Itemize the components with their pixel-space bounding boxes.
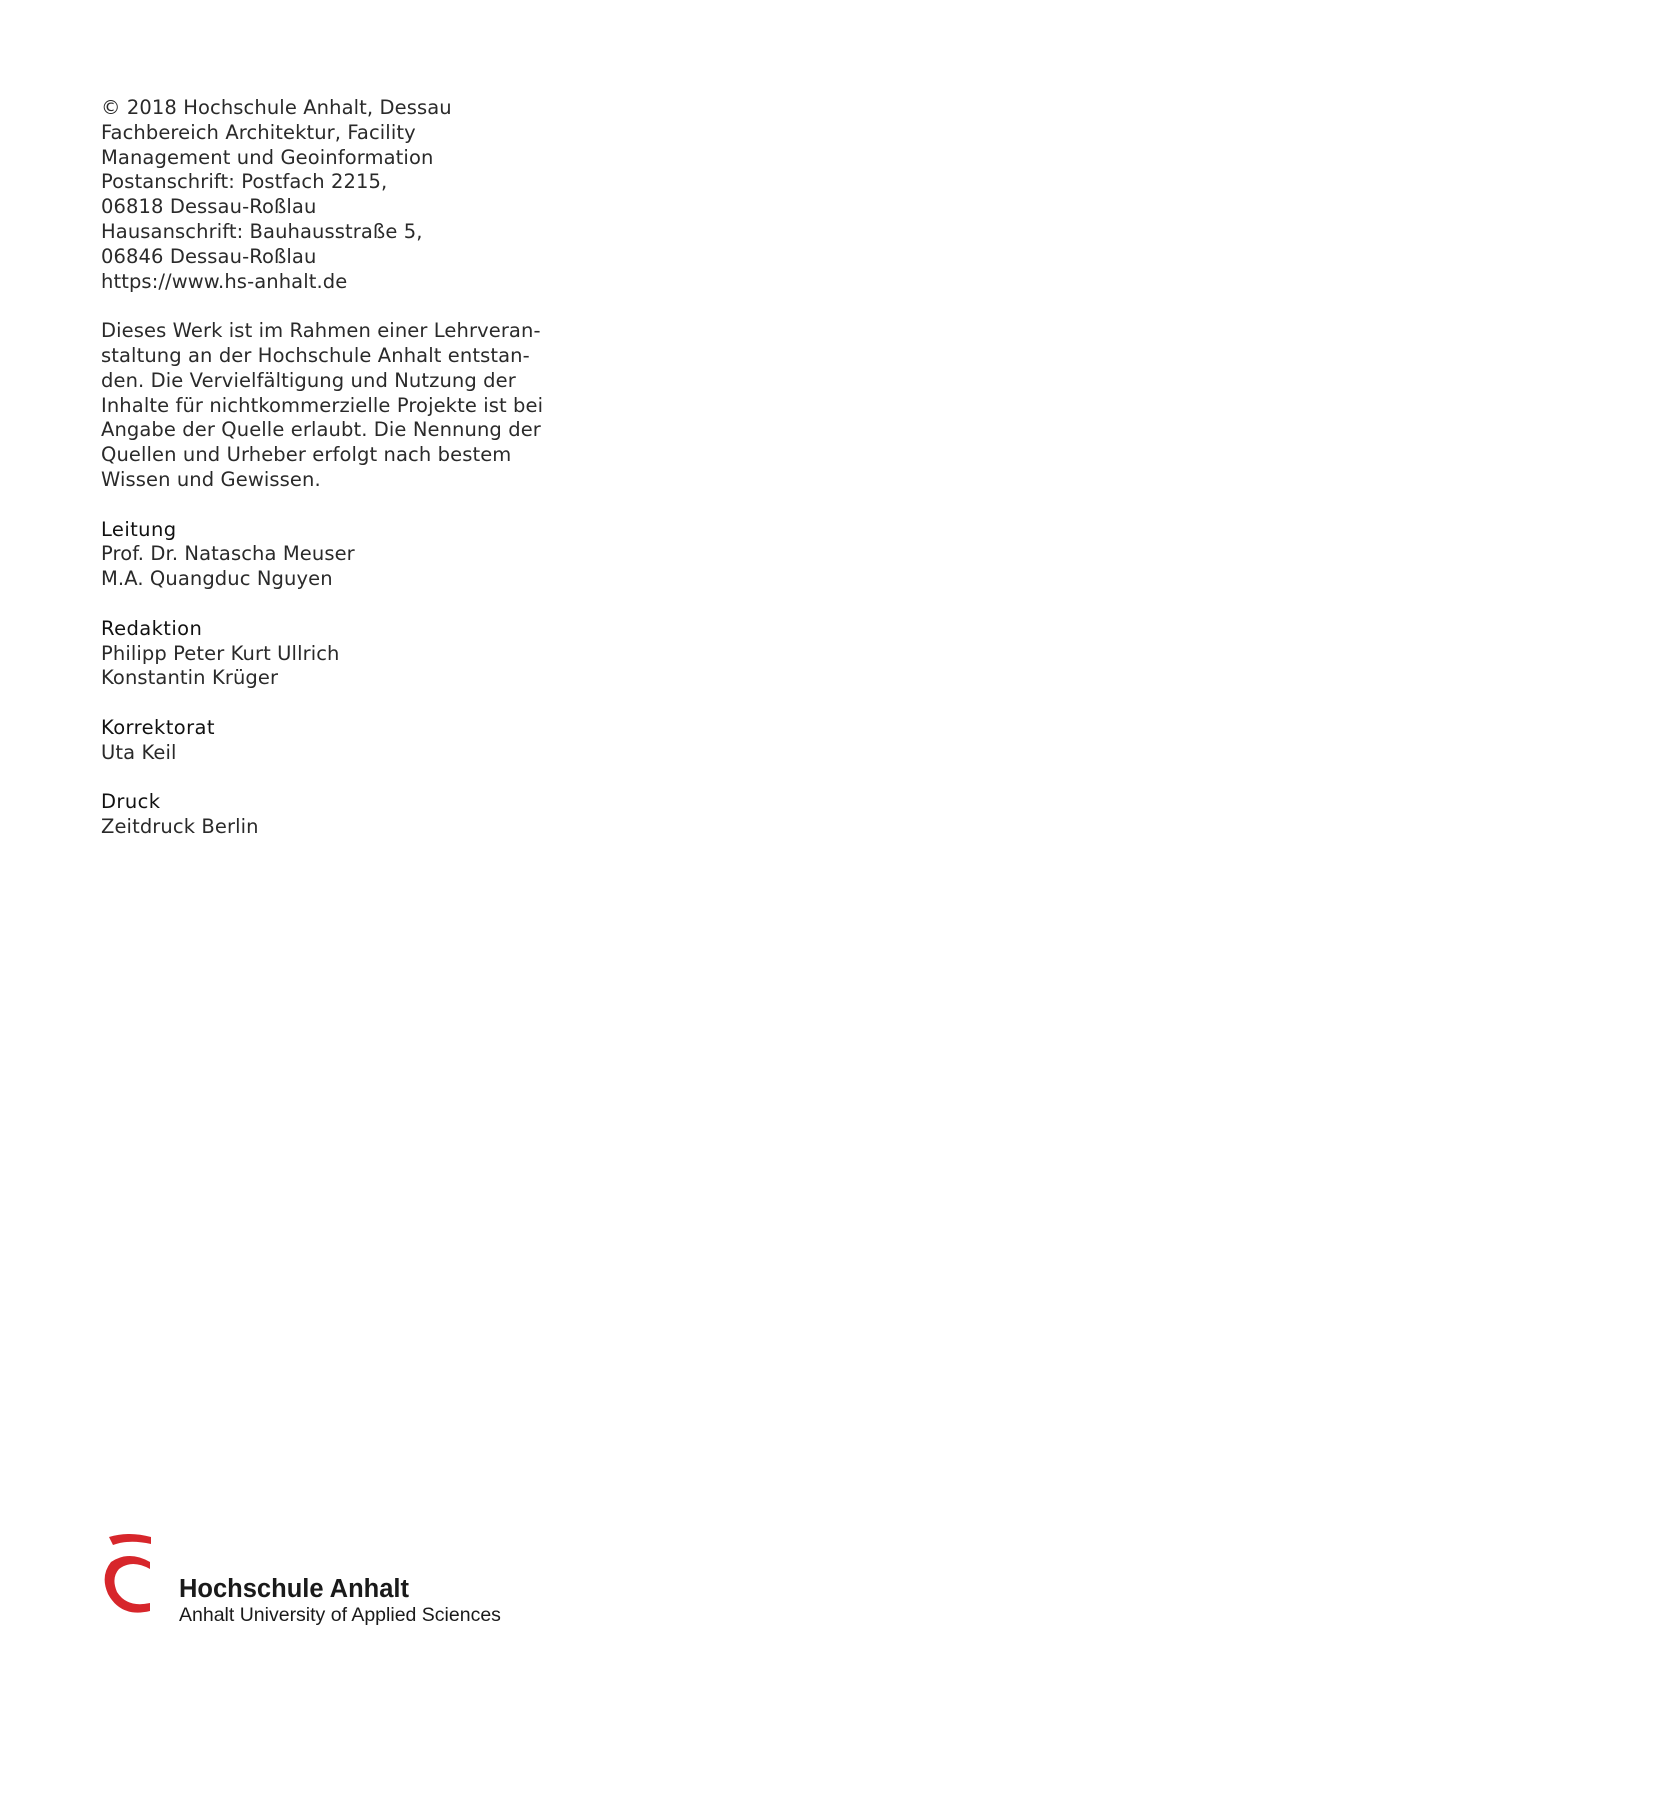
address-line: 06818 Dessau-Roßlau: [101, 195, 317, 219]
hochschule-anhalt-logo-icon: [99, 1532, 155, 1618]
credit-leitung: [101, 518, 571, 592]
imprint-text: [101, 96, 571, 840]
logo-subtitle: Anhalt University of Applied Sciences: [179, 1604, 501, 1626]
credit-redaktion: [101, 617, 571, 691]
notice-line: Inhalte für nichtkommerzielle Projekte ist bei: [101, 393, 544, 417]
address-line: Hausanschrift: Bauhausstraße 5,: [101, 219, 423, 243]
notice-line: Wissen und Gewissen.: [101, 467, 321, 491]
credit-heading: Korrektorat: [101, 715, 215, 739]
credit-heading: Leitung: [101, 517, 177, 541]
credit-name: Prof. Dr. Natascha Meuser: [101, 542, 355, 566]
credit-name: Philipp Peter Kurt Ullrich: [101, 641, 340, 665]
credit-name: M.A. Quangduc Nguyen: [101, 567, 333, 591]
notice-line: den. Die Vervielfältigung und Nutzung der: [101, 368, 516, 392]
credit-name: Konstantin Krüger: [101, 666, 279, 690]
notice-line: Angabe der Quelle erlaubt. Die Nennung der: [101, 418, 541, 442]
logo-name: Hochschule Anhalt: [179, 1575, 409, 1603]
address-line: Fachbereich Architektur, Facility: [101, 120, 416, 144]
credit-name: Uta Keil: [101, 740, 177, 764]
address-block: [101, 96, 571, 294]
logo-lower-arc: [105, 1556, 150, 1613]
university-logo: [99, 1532, 519, 1632]
notice-line: staltung an der Hochschule Anhalt entstan-: [101, 343, 530, 367]
logo-upper-arc: [109, 1534, 151, 1545]
address-line: Postanschrift: Postfach 2215,: [101, 170, 388, 194]
usage-notice: [101, 319, 571, 493]
notice-line: Dieses Werk ist im Rahmen einer Lehrveran-: [101, 319, 541, 343]
credit-heading: Redaktion: [101, 616, 203, 640]
address-line: Management und Geoinformation: [101, 145, 434, 169]
credit-heading: Druck: [101, 790, 161, 814]
notice-line: Quellen und Urheber erfolgt nach bestem: [101, 443, 512, 467]
credit-korrektorat: [101, 716, 571, 766]
website-link: https://www.hs-anhalt.de: [101, 269, 348, 293]
credit-name: Zeitdruck Berlin: [101, 815, 259, 839]
credit-druck: [101, 790, 571, 840]
address-line: 06846 Dessau-Roßlau: [101, 244, 317, 268]
address-line: © 2018 Hochschule Anhalt, Dessau: [101, 96, 452, 119]
